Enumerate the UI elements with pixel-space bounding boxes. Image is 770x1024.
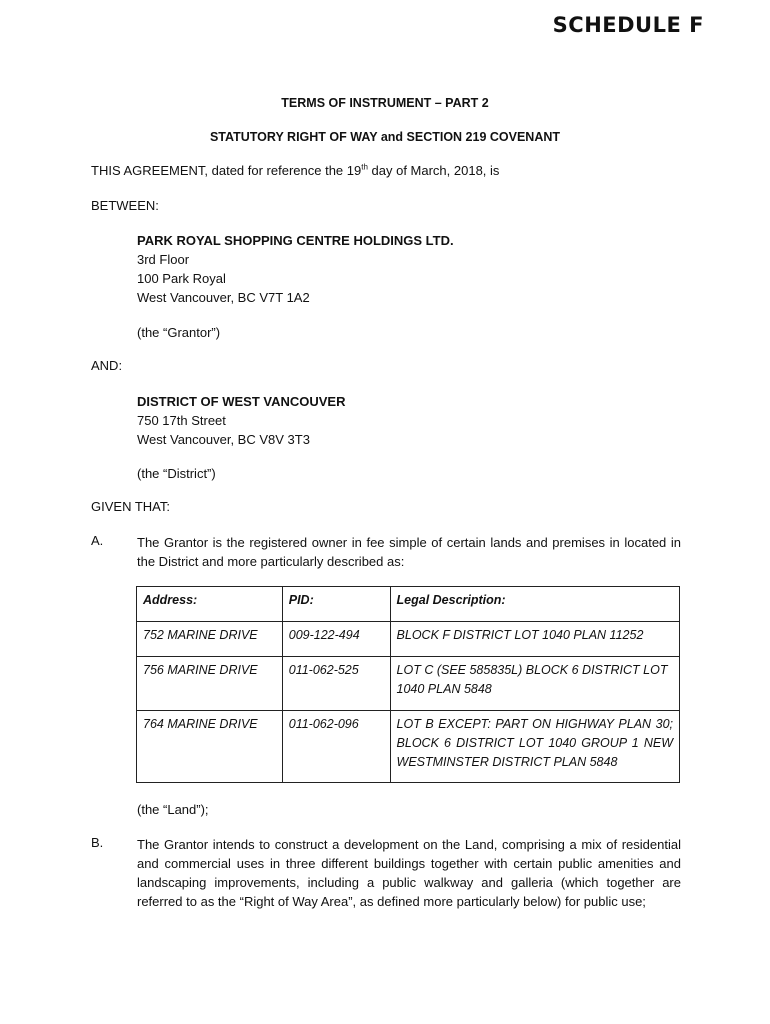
grantor-address-line: 100 Park Royal [137,271,226,286]
recital-b-label: B. [91,835,104,850]
schedule-label: SCHEDULE F [552,13,704,37]
grantor-role: (the “Grantor”) [137,325,221,340]
table-header-cell: Address: [137,587,283,622]
table-cell-pid: 011-062-096 [282,711,390,783]
recital-b-text: The Grantor intends to construct a development on the Land, comprising a mix of residential and commercial uses in three different buildings together with certain public amenities and landscaping improvements, including a public walkway and galleria (which together are referred to as the “Right of Way Area”, as defined more particularly below) for public use; [137,837,681,909]
table-row [137,622,680,657]
between-label: BETWEEN: [91,198,159,213]
given-that-label: GIVEN THAT: [91,499,170,514]
agreement-statement [91,163,499,178]
table-header-cell: PID: [282,587,390,622]
district-role: (the “District”) [137,466,216,481]
table-cell-legal-description: LOT C (SEE 585835L) BLOCK 6 DISTRICT LOT 1040 PLAN 5848 [390,657,679,711]
land-definition: (the “Land”); [137,802,209,817]
table-cell-address: 756 MARINE DRIVE [137,657,283,711]
agreement-text-end: day of March, 2018, is [367,163,500,178]
table-header-cell: Legal Description: [390,587,679,622]
grantor-name: PARK ROYAL SHOPPING CENTRE HOLDINGS LTD. [137,233,454,248]
table-row [137,711,680,783]
district-address-line: 750 17th Street [137,413,226,428]
table-header-row [137,587,680,622]
recital-a-label: A. [91,533,104,548]
table-cell-legal-description: LOT B EXCEPT: PART ON HIGHWAY PLAN 30; BLOCK 6 DISTRICT LOT 1040 GROUP 1 NEW WESTMINSTER DISTRICT PLAN 5848 [390,711,679,783]
table-cell-address: 752 MARINE DRIVE [137,622,283,657]
table-cell-pid: 009-122-494 [282,622,390,657]
grantor-address-line: 3rd Floor [137,252,190,267]
table-cell-legal-description: BLOCK F DISTRICT LOT 1040 PLAN 11252 [390,622,679,657]
agreement-text-start: THIS AGREEMENT, dated for reference the 19 [91,163,362,178]
recital-a-text: The Grantor is the registered owner in fee simple of certain lands and premises in located in the District and more particularly described as: [137,535,681,569]
district-address-line: West Vancouver, BC V8V 3T3 [137,432,310,447]
grantor-block [137,231,454,307]
document-title: TERMS OF INSTRUMENT – PART 2 [281,96,489,110]
table-cell-address: 764 MARINE DRIVE [137,711,283,783]
agreement-ordinal-suffix: th [361,162,368,172]
land-table [136,586,680,783]
and-label: AND: [91,358,123,373]
grantor-address-line: West Vancouver, BC V7T 1A2 [137,290,310,305]
district-block [137,392,345,449]
table-row [137,657,680,711]
district-name: DISTRICT OF WEST VANCOUVER [137,394,346,409]
document-subtitle: STATUTORY RIGHT OF WAY and SECTION 219 COVENANT [209,130,561,144]
table-cell-pid: 011-062-525 [282,657,390,711]
